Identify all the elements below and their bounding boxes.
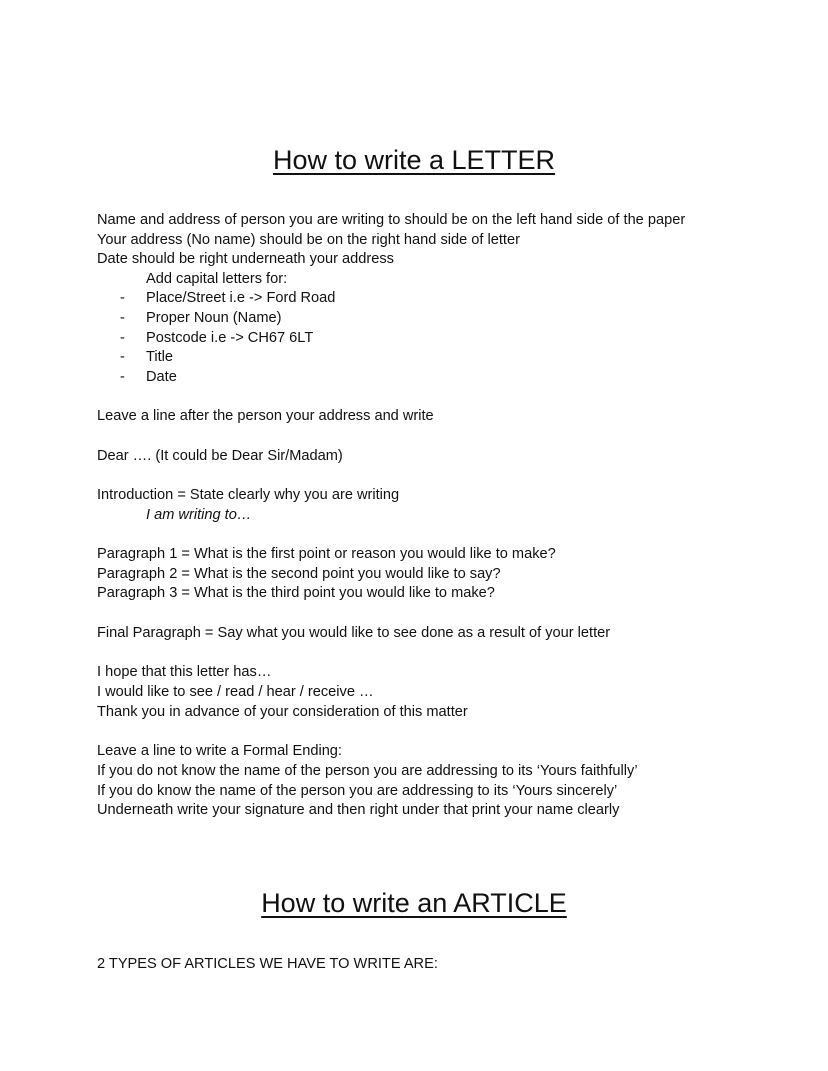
bullet-dash: - [120,310,125,326]
article-title: How to write an ARTICLE [261,888,567,918]
paragraph-line: Paragraph 1 = What is the first point or reason you would like to make? [97,546,556,562]
phrase-line: I would like to see / read / hear / receive … [97,684,374,700]
article-types-heading: 2 TYPES OF ARTICLES WE HAVE TO WRITE ARE: [97,956,438,972]
ending-line: If you do not know the name of the person you are addressing to its ‘Yours faithfully’ [97,763,638,779]
capitals-intro: Add capital letters for: [146,271,288,287]
ending-line: If you do know the name of the person you are addressing to its ‘Yours sincerely’ [97,783,618,799]
list-item: Date [146,369,177,385]
ending-line: Leave a line to write a Formal Ending: [97,743,342,759]
list-item: Postcode i.e -> CH67 6LT [146,330,314,346]
paragraph-line: Paragraph 2 = What is the second point you would like to say? [97,566,501,582]
layout-line: Your address (No name) should be on the right hand side of letter [97,232,520,248]
list-item: Title [146,349,174,365]
bullet-dash: - [120,369,125,385]
dear-text: Dear …. (It could be Dear Sir/Madam) [97,448,343,464]
bullet-dash: - [120,330,125,346]
layout-line: Name and address of person you are writing to should be on the left hand side of the paper [97,212,686,228]
phrase-line: I hope that this letter has… [97,664,272,680]
phrase-line: Thank you in advance of your consideration of this matter [97,704,468,720]
layout-line: Date should be right underneath your address [97,251,394,267]
introduction-text: Introduction = State clearly why you are writing [97,487,400,503]
bullet-dash: - [120,349,125,365]
bullet-dash: - [120,290,125,306]
paragraph-line: Paragraph 3 = What is the third point you would like to make? [97,585,495,601]
letter-title: How to write a LETTER [272,145,556,175]
list-item: Place/Street i.e -> Ford Road [146,290,336,306]
introduction-example: I am writing to… [146,507,252,523]
list-item: Proper Noun (Name) [146,310,282,326]
final-paragraph-text: Final Paragraph = Say what you would like to see done as a result of your letter [97,625,611,641]
ending-line: Underneath write your signature and then right under that print your name clearly [97,802,620,818]
leave-line-text: Leave a line after the person your address and write [97,408,434,424]
